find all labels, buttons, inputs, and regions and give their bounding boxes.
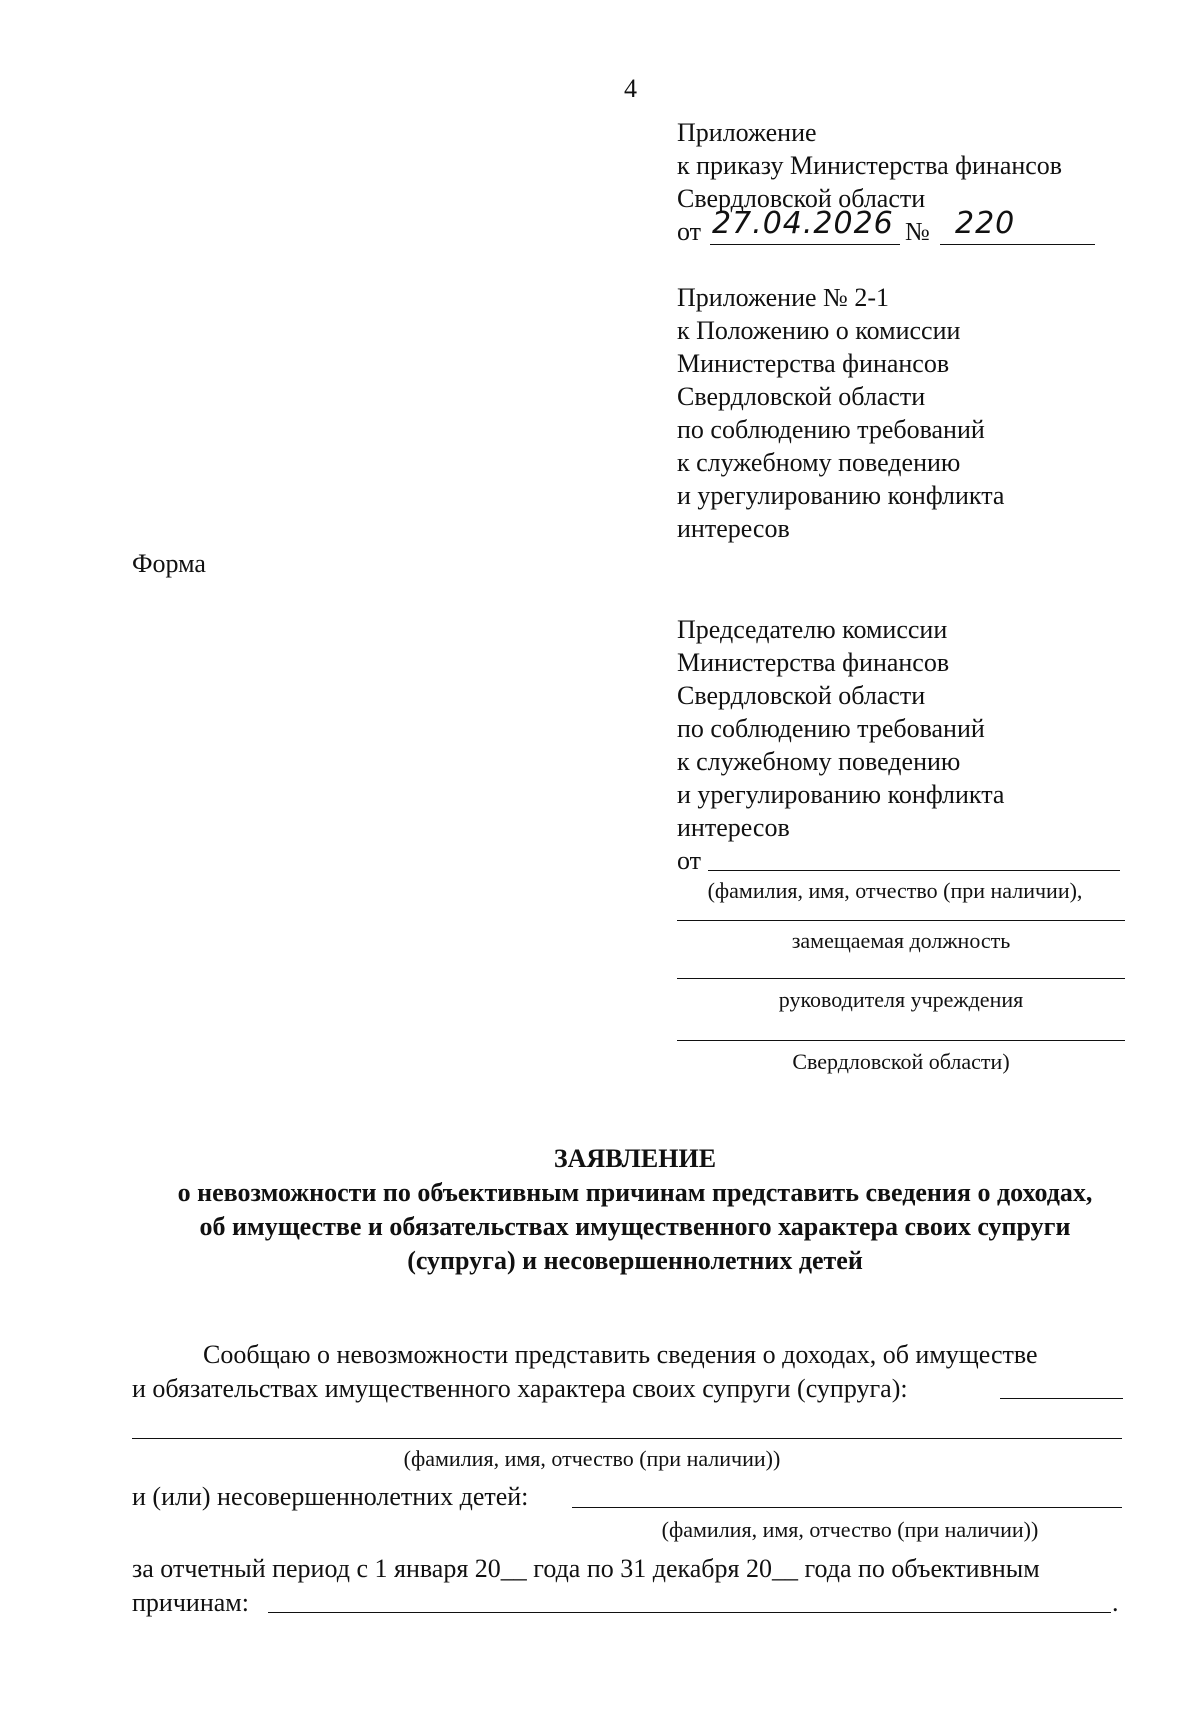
appendix-line: Министерства финансов [677, 349, 950, 378]
appendix-line: Приложение [677, 118, 817, 147]
from-name-field[interactable] [708, 870, 1120, 871]
children-name-field[interactable] [572, 1507, 1122, 1508]
region-field[interactable] [677, 1040, 1125, 1041]
handwritten-date: 27.04.2026 [712, 206, 894, 241]
statement-line2: и обязательствах имущественного характера своих супруги (супруга): [132, 1374, 908, 1403]
caption-spouse-name: (фамилия, имя, отчество (при наличии)) [403, 1446, 781, 1471]
number-prefix: № [905, 217, 930, 246]
caption-position: замещаемая должность [791, 928, 1011, 953]
document-title: ЗАЯВЛЕНИЕ [553, 1144, 717, 1173]
addressee-line: Председателю комиссии [677, 615, 948, 644]
addressee-block [677, 613, 1004, 844]
date-underline [710, 244, 900, 245]
appendix-regulation-block [677, 281, 1004, 545]
appendix-line: Свердловской области [677, 184, 926, 213]
form-label: Форма [132, 549, 206, 578]
reasons-period: . [1112, 1588, 1119, 1617]
addressee-line: к служебному поведению [677, 747, 961, 776]
period-line: за отчетный период с 1 января 20__ года по 31 декабря 20__ года по объективным [132, 1554, 1040, 1583]
caption-children-name: (фамилия, имя, отчество (при наличии)) [661, 1517, 1039, 1542]
addressee-line: интересов [677, 813, 790, 842]
statement-line1: Сообщаю о невозможности представить сведения о доходах, об имуществе [203, 1340, 1038, 1369]
appendix-line: Свердловской области [677, 382, 926, 411]
from-prefix: от [677, 846, 702, 875]
appendix-order-block [677, 116, 1062, 215]
institution-field[interactable] [677, 978, 1125, 979]
children-label: и (или) несовершеннолетних детей: [132, 1482, 529, 1511]
document-subtitle-line3: (супруга) и несовершеннолетних детей [407, 1246, 863, 1275]
caption-institution: руководителя учреждения [778, 987, 1024, 1012]
caption-region: Свердловской области) [792, 1049, 1010, 1074]
number-underline [940, 244, 1095, 245]
appendix-line: к Положению о комиссии [677, 316, 961, 345]
appendix-line: интересов [677, 514, 790, 543]
appendix-line: к служебному поведению [677, 448, 961, 477]
document-subtitle-line2: об имуществе и обязательствах имущественного характера своих супруги [199, 1212, 1071, 1241]
addressee-line: и урегулированию конфликта [677, 780, 1005, 809]
date-prefix: от [677, 217, 702, 246]
addressee-line: по соблюдению требований [677, 714, 985, 743]
appendix-line: к приказу Министерства финансов [677, 151, 1063, 180]
caption-full-name: (фамилия, имя, отчество (при наличии), [707, 878, 1083, 903]
appendix-line: Приложение № 2-1 [677, 283, 890, 312]
addressee-line: Свердловской области [677, 681, 926, 710]
appendix-line: по соблюдению требований [677, 415, 985, 444]
spouse-name-field[interactable] [132, 1438, 1122, 1439]
page-number: 4 [624, 74, 637, 103]
document-subtitle-line1: о невозможности по объективным причинам представить сведения о доходах, [177, 1178, 1093, 1207]
reasons-field[interactable] [268, 1612, 1111, 1613]
spouse-name-field-start[interactable] [1000, 1398, 1123, 1399]
appendix-line: и урегулированию конфликта [677, 481, 1005, 510]
handwritten-number: 220 [955, 206, 1016, 241]
addressee-line: Министерства финансов [677, 648, 950, 677]
position-field[interactable] [677, 920, 1125, 921]
reasons-label: причинам: [132, 1588, 249, 1617]
